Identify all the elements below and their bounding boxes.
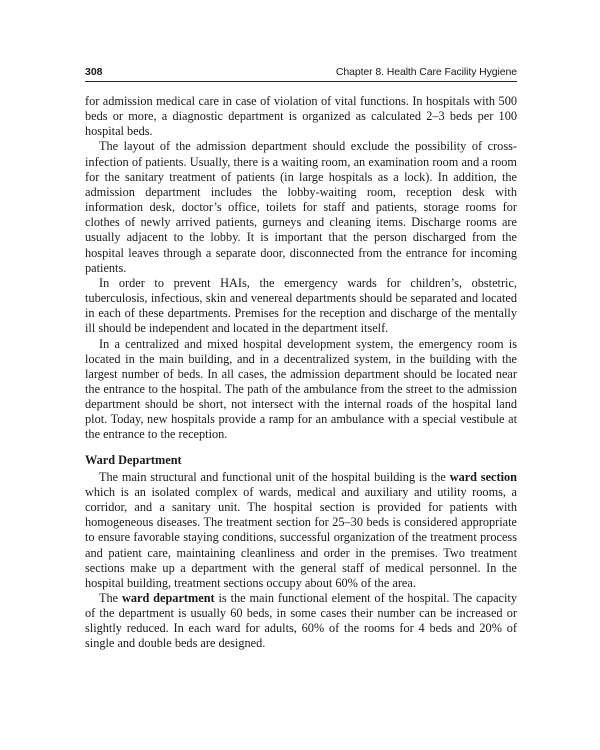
- paragraph-emergency-room-location: In a centralized and mixed hospital development system, the emergency room is located in the main building, and in a decentralized system, in the building with the largest number of beds. In all cases, the admission department should be located near the entrance to the hospital. The path of the ambulance from the street to the admission department should be short, not intersect with the internal roads of the hospital land plot. Today, new hospitals provide a ramp for an ambulance with a special vestibule at the entrance to the reception.: [85, 336, 517, 442]
- paragraph-continuation: for admission medical care in case of violation of vital functions. In hospitals with 500 beds or more, a diagnostic department is organized as calculated 2–3 beds per 100 hospital beds.: [85, 94, 517, 139]
- chapter-title: Chapter 8. Health Care Facility Hygiene: [335, 66, 517, 78]
- paragraph-admission-layout: The layout of the admission department should exclude the possibility of cross-infection of patients. Usually, there is a waiting room, an examination room and a room for the sanitary treatment of patients (in large hospitals as a lock). In addition, the admission department includes the lobby-waiting room, reception desk with information desk, doctor’s office, toilets for staff and patients, storage rooms for clothes of newly arrived patients, gurneys and cleaning items. Discharge rooms are usually adjacent to the lobby. It is important that the person discharged from the hospital leaves through a separate door, disconnected from the entrance for incoming patients.: [85, 139, 517, 275]
- section-heading: Ward Department: [85, 452, 182, 467]
- running-header: [85, 66, 517, 82]
- paragraph-ward-section: [85, 470, 517, 591]
- text-run: The main structural and functional unit of the hospital building is the: [99, 469, 450, 484]
- page-number: 308: [85, 66, 103, 78]
- paragraph-hai-prevention: In order to prevent HAIs, the emergency wards for children’s, obstetric, tuberculosis, infectious, skin and venereal departments should be separated and located in each of these departments. Premises for the reception and discharge of the mentally ill should be independent and located in the department itself.: [85, 275, 517, 336]
- text-run: which is an isolated complex of wards, medical and auxiliary and utility rooms, a corridor, and a sanitary unit. The hospital section is provided for patients with homogeneous diseases. The treatment section for 25–30 beds is considered appropriate to ensure favorable staying conditions, successful organization of the treatment process and patient care, maintaining cleanliness and order in the premises. Two treatment sections make up a department with the general staff of medical personnel. In the hospital building, treatment sections occupy about 60% of the area.: [85, 484, 517, 590]
- body-text: [85, 94, 517, 652]
- book-page: [85, 66, 517, 652]
- bold-term-ward-section: ward section: [449, 469, 517, 484]
- text-run: The: [99, 591, 122, 605]
- paragraph-ward-department: [85, 591, 517, 652]
- text-run: is the main functional element of the hospital. The capacity of the department is usually 60 beds, in some cases their number can be increased or slightly reduced. In each ward for adults, 60% of the rooms for 4 beds and 20% of single and double beds are designed.: [85, 591, 517, 651]
- bold-term-ward-department: ward department: [121, 591, 215, 605]
